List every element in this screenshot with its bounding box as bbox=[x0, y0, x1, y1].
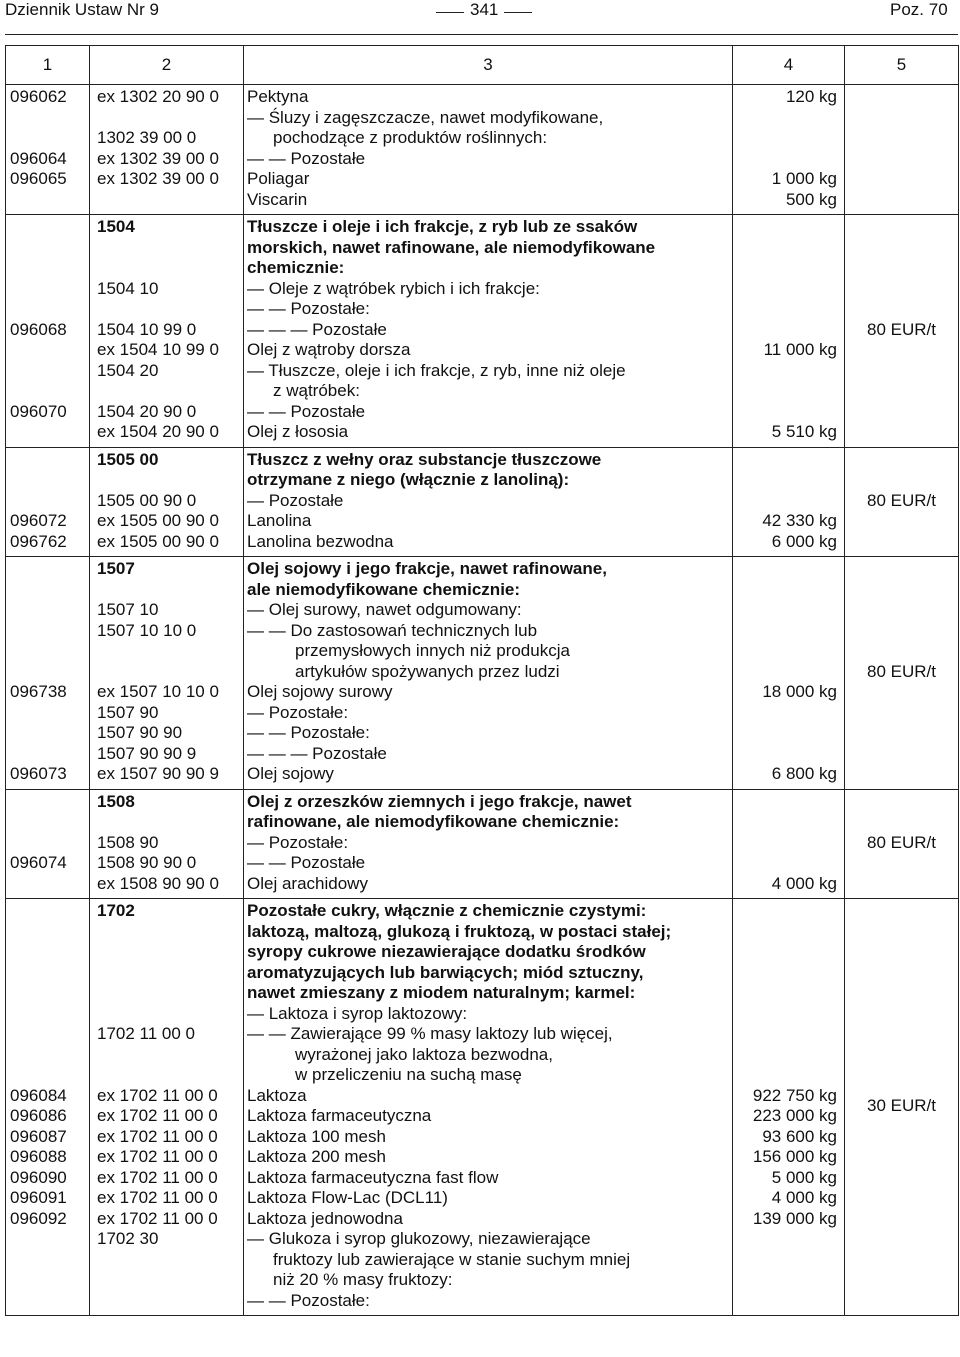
quantity-value bbox=[733, 792, 844, 813]
description-line: ale niemodyfikowane chemicznie: bbox=[247, 579, 521, 599]
code-value bbox=[90, 1065, 243, 1086]
description-line: Lanolina bbox=[247, 511, 312, 530]
index-value bbox=[6, 1045, 89, 1066]
header-dash-right bbox=[504, 12, 532, 13]
description-line: syropy cukrowe niezawierające dodatku środków bbox=[247, 942, 646, 961]
position-number: Poz. 70 bbox=[890, 0, 948, 19]
rate-cell bbox=[845, 215, 959, 448]
code-value: ex 1702 11 00 0 bbox=[97, 1208, 218, 1228]
quantity-value: 4 000 kg bbox=[771, 1188, 837, 1207]
table-row bbox=[6, 789, 959, 899]
quantity-value bbox=[733, 703, 844, 724]
description-line: niż 20 % masy fruktozy: bbox=[273, 1270, 453, 1289]
code-value bbox=[90, 580, 243, 601]
index-value bbox=[6, 723, 89, 744]
index-value: 096073 bbox=[10, 764, 67, 783]
quantity-value: 6 800 kg bbox=[771, 764, 837, 783]
quantity-value bbox=[733, 812, 844, 833]
description-line: nawet zmieszany z miodem naturalnym; karmel: bbox=[247, 983, 636, 1002]
description-line: Olej z orzeszków ziemnych i jego frakcje, nawet bbox=[247, 791, 632, 811]
code-value: 1504 20 bbox=[97, 360, 159, 380]
code-value: 1504 bbox=[97, 217, 135, 236]
quantity-value: 5 510 kg bbox=[771, 422, 837, 441]
code-value: 1508 90 bbox=[97, 832, 159, 852]
quantity-value bbox=[733, 833, 844, 854]
excise-table bbox=[5, 45, 959, 1316]
index-value bbox=[6, 983, 89, 1004]
quantity-value bbox=[733, 491, 844, 512]
description-cell bbox=[244, 789, 733, 899]
description-line: wyrażonej jako laktoza bezwodna, bbox=[295, 1044, 553, 1064]
index-value: 096064 bbox=[10, 148, 67, 168]
code-value: 1508 bbox=[97, 791, 135, 811]
quantity-value: 4 000 kg bbox=[771, 873, 837, 893]
index-value bbox=[6, 108, 89, 129]
cn-index-cell bbox=[6, 215, 90, 448]
code-value bbox=[90, 1004, 243, 1025]
index-value bbox=[6, 470, 89, 491]
rate-value: 80 EUR/t bbox=[867, 490, 936, 510]
cn-code-cell bbox=[90, 85, 244, 215]
column-number: 1 bbox=[6, 46, 90, 85]
code-value: 1507 90 90 9 bbox=[97, 743, 197, 763]
quantity-value bbox=[733, 470, 844, 491]
rate-cell bbox=[845, 557, 959, 790]
quantity-value bbox=[733, 128, 844, 149]
index-value bbox=[6, 1065, 89, 1086]
index-value bbox=[6, 1004, 89, 1025]
quantity-value bbox=[733, 320, 844, 341]
quantity-value: 139 000 kg bbox=[752, 1208, 837, 1228]
quantity-cell bbox=[733, 215, 845, 448]
quantity-value bbox=[733, 744, 844, 765]
code-value bbox=[90, 1045, 243, 1066]
quantity-value: 1 000 kg bbox=[771, 169, 837, 188]
index-value: 096070 bbox=[10, 401, 67, 421]
index-value bbox=[6, 963, 89, 984]
code-value: ex 1302 39 00 0 bbox=[97, 169, 219, 188]
index-value: 096088 bbox=[10, 1147, 67, 1166]
index-value bbox=[6, 744, 89, 765]
description-line: — Pozostałe: bbox=[247, 832, 349, 852]
cn-index-cell bbox=[6, 899, 90, 1316]
description-line: Pozostałe cukry, włącznie z chemicznie czystymi: bbox=[247, 901, 647, 920]
code-value: ex 1504 10 99 0 bbox=[97, 340, 219, 359]
quantity-cell bbox=[733, 85, 845, 215]
description-line: — — Zawierające 99 % masy laktozy lub więcej, bbox=[247, 1024, 613, 1043]
code-value: 1507 90 bbox=[97, 702, 159, 722]
quantity-value bbox=[733, 621, 844, 642]
quantity-value bbox=[733, 361, 844, 382]
quantity-value bbox=[733, 580, 844, 601]
description-line: Olej sojowy surowy bbox=[247, 682, 393, 701]
quantity-value bbox=[733, 450, 844, 471]
cn-code-cell bbox=[90, 557, 244, 790]
code-value bbox=[90, 258, 243, 279]
quantity-value bbox=[733, 299, 844, 320]
index-value bbox=[6, 942, 89, 963]
description-line: — Tłuszcze, oleje i ich frakcje, z ryb, inne niż oleje bbox=[247, 360, 626, 380]
description-line: Tłuszcze i oleje i ich frakcje, z ryb lub ze ssaków bbox=[247, 217, 638, 236]
journal-title: Dziennik Ustaw Nr 9 bbox=[5, 0, 159, 19]
description-cell bbox=[244, 215, 733, 448]
code-value bbox=[90, 983, 243, 1004]
quantity-cell bbox=[733, 789, 845, 899]
table-body bbox=[6, 85, 959, 1316]
index-value: 096072 bbox=[10, 511, 67, 530]
quantity-value bbox=[733, 963, 844, 984]
code-value: ex 1302 20 90 0 bbox=[97, 87, 219, 106]
quantity-value bbox=[733, 983, 844, 1004]
description-line: Lanolina bezwodna bbox=[247, 531, 394, 551]
quantity-value bbox=[733, 559, 844, 580]
running-header bbox=[0, 0, 960, 24]
quantity-value bbox=[733, 723, 844, 744]
code-value: ex 1702 11 00 0 bbox=[97, 1167, 218, 1187]
description-line: Laktoza jednowodna bbox=[247, 1208, 403, 1228]
code-value: 1702 30 bbox=[97, 1229, 159, 1248]
index-value bbox=[6, 922, 89, 943]
index-value bbox=[6, 491, 89, 512]
quantity-value bbox=[733, 600, 844, 621]
code-value: ex 1504 20 90 0 bbox=[97, 422, 219, 441]
column-number: 2 bbox=[90, 46, 244, 85]
index-value: 096092 bbox=[10, 1208, 67, 1228]
code-value bbox=[90, 238, 243, 259]
quantity-value bbox=[733, 402, 844, 423]
description-line: — — Pozostałe: bbox=[247, 723, 370, 742]
quantity-value bbox=[733, 279, 844, 300]
quantity-value bbox=[733, 853, 844, 874]
description-line: — Śluzy i zagęszczacze, nawet modyfikowane, bbox=[247, 107, 604, 127]
quantity-value bbox=[733, 1024, 844, 1045]
description-line: aromatyzujących lub barwiących; miód sztuczny, bbox=[247, 962, 644, 982]
code-value bbox=[90, 299, 243, 320]
quantity-value: 11 000 kg bbox=[763, 340, 837, 359]
cn-index-cell bbox=[6, 85, 90, 215]
description-line: artykułów spożywanych przez ludzi bbox=[295, 661, 560, 681]
code-value: 1505 00 bbox=[97, 449, 159, 469]
index-value bbox=[6, 580, 89, 601]
quantity-value bbox=[733, 217, 844, 238]
index-value bbox=[6, 833, 89, 854]
description-line: Viscarin bbox=[247, 189, 308, 209]
index-value bbox=[6, 559, 89, 580]
description-cell bbox=[244, 85, 733, 215]
code-value bbox=[90, 963, 243, 984]
page-number: 341 bbox=[470, 0, 499, 19]
description-line: Olej arachidowy bbox=[247, 873, 368, 893]
index-value: 096762 bbox=[10, 531, 67, 551]
quantity-cell bbox=[733, 557, 845, 790]
quantity-value: 18 000 kg bbox=[762, 682, 837, 701]
quantity-value: 922 750 kg bbox=[752, 1085, 837, 1105]
code-value bbox=[90, 108, 243, 129]
rate-value: 80 EUR/t bbox=[867, 661, 936, 681]
index-value bbox=[6, 662, 89, 683]
description-line: Poliagar bbox=[247, 169, 310, 188]
description-line: Laktoza farmaceutyczna bbox=[247, 1106, 432, 1125]
code-value bbox=[90, 922, 243, 943]
description-line: w przeliczeniu na suchą masę bbox=[295, 1065, 522, 1084]
index-value: 096074 bbox=[10, 853, 67, 872]
description-line: Olej z łososia bbox=[247, 422, 349, 441]
cn-code-cell bbox=[90, 899, 244, 1316]
cn-index-cell bbox=[6, 789, 90, 899]
quantity-value: 93 600 kg bbox=[762, 1126, 837, 1146]
description-line: przemysłowych innych niż produkcja bbox=[295, 641, 570, 660]
description-line: morskich, nawet rafinowane, ale niemodyfikowane bbox=[247, 237, 656, 257]
index-value bbox=[6, 600, 89, 621]
description-line: Laktoza bbox=[247, 1085, 307, 1105]
cn-code-cell bbox=[90, 447, 244, 557]
code-value: ex 1702 11 00 0 bbox=[97, 1106, 218, 1125]
description-line: Tłuszcz z wełny oraz substancje tłuszczowe bbox=[247, 449, 602, 469]
rate-cell bbox=[845, 85, 959, 215]
quantity-cell bbox=[733, 899, 845, 1316]
code-value: ex 1505 00 90 0 bbox=[97, 511, 219, 530]
index-value bbox=[6, 258, 89, 279]
description-line: rafinowane, ale niemodyfikowane chemicznie: bbox=[247, 812, 620, 831]
quantity-value: 6 000 kg bbox=[771, 531, 837, 551]
quantity-value bbox=[733, 1045, 844, 1066]
header-rule bbox=[5, 34, 958, 35]
index-value bbox=[6, 128, 89, 149]
description-line: z wątróbek: bbox=[273, 381, 360, 400]
description-line: — — Pozostałe: bbox=[247, 299, 370, 318]
description-line: — Olej surowy, nawet odgumowany: bbox=[247, 600, 522, 619]
index-value: 096086 bbox=[10, 1106, 67, 1125]
code-value bbox=[90, 381, 243, 402]
description-line: otrzymane z niego (włącznie z lanoliną): bbox=[247, 470, 570, 489]
quantity-value bbox=[733, 108, 844, 129]
index-value bbox=[6, 361, 89, 382]
index-value bbox=[6, 279, 89, 300]
code-value: ex 1702 11 00 0 bbox=[97, 1085, 218, 1105]
quantity-value: 120 kg bbox=[785, 87, 837, 106]
rate-value: 80 EUR/t bbox=[867, 832, 936, 852]
table-row bbox=[6, 557, 959, 790]
quantity-value bbox=[733, 942, 844, 963]
index-value: 096065 bbox=[10, 169, 67, 188]
index-value bbox=[6, 238, 89, 259]
quantity-value bbox=[733, 381, 844, 402]
description-line: Laktoza Flow-Lac (DCL11) bbox=[247, 1188, 448, 1207]
description-line: Laktoza 200 mesh bbox=[247, 1147, 386, 1166]
code-value: 1507 10 10 0 bbox=[97, 620, 197, 640]
description-line: — Laktoza i syrop laktozowy: bbox=[247, 1003, 468, 1023]
index-value bbox=[6, 621, 89, 642]
quantity-value bbox=[733, 901, 844, 922]
quantity-value bbox=[733, 641, 844, 662]
description-line: — — Pozostałe bbox=[247, 401, 366, 421]
code-value: 1507 bbox=[97, 559, 135, 578]
cn-index-cell bbox=[6, 557, 90, 790]
code-value: 1508 90 90 0 bbox=[97, 853, 197, 872]
index-value: 096084 bbox=[10, 1085, 67, 1105]
code-value: 1702 bbox=[97, 901, 135, 920]
description-line: laktozą, maltozą, glukozą i fruktozą, w postaci stałej; bbox=[247, 921, 672, 941]
code-value: 1504 10 99 0 bbox=[97, 319, 197, 339]
index-value bbox=[6, 450, 89, 471]
quantity-value: 500 kg bbox=[785, 189, 837, 209]
description-line: Laktoza 100 mesh bbox=[247, 1126, 386, 1146]
index-value: 096087 bbox=[10, 1126, 67, 1146]
table-row bbox=[6, 215, 959, 448]
code-value bbox=[90, 662, 243, 683]
table-row bbox=[6, 447, 959, 557]
description-line: — — — Pozostałe bbox=[247, 743, 387, 763]
rate-value: 30 EUR/t bbox=[867, 1096, 936, 1115]
code-value: 1504 20 90 0 bbox=[97, 401, 197, 421]
index-value bbox=[6, 812, 89, 833]
description-line: — Glukoza i syrop glukozowy, niezawierające bbox=[247, 1229, 591, 1248]
description-line: chemicznie: bbox=[247, 258, 345, 277]
index-value bbox=[6, 299, 89, 320]
description-line: — Pozostałe: bbox=[247, 702, 349, 722]
description-line: Olej sojowy bbox=[247, 764, 334, 783]
code-value: ex 1702 11 00 0 bbox=[97, 1188, 218, 1207]
code-value: 1507 10 bbox=[97, 600, 159, 619]
description-line: pochodzące z produktów roślinnych: bbox=[273, 128, 548, 147]
index-value bbox=[6, 340, 89, 361]
index-value bbox=[6, 901, 89, 922]
code-value: ex 1302 39 00 0 bbox=[97, 148, 219, 168]
code-value: ex 1508 90 90 0 bbox=[97, 873, 219, 893]
code-value bbox=[90, 812, 243, 833]
quantity-cell bbox=[733, 447, 845, 557]
description-line: Laktoza farmaceutyczna fast flow bbox=[247, 1167, 499, 1187]
table-row bbox=[6, 899, 959, 1316]
index-value bbox=[6, 641, 89, 662]
quantity-value: 223 000 kg bbox=[752, 1106, 837, 1125]
quantity-value bbox=[733, 922, 844, 943]
cn-code-cell bbox=[90, 215, 244, 448]
index-value: 096090 bbox=[10, 1167, 67, 1187]
code-value: ex 1507 10 10 0 bbox=[97, 682, 219, 701]
code-value: ex 1507 90 90 9 bbox=[97, 764, 219, 783]
quantity-value bbox=[733, 662, 844, 683]
quantity-value: 156 000 kg bbox=[752, 1147, 837, 1166]
quantity-value bbox=[733, 258, 844, 279]
description-cell bbox=[244, 557, 733, 790]
rate-cell bbox=[845, 789, 959, 899]
code-value: 1504 10 bbox=[97, 278, 159, 298]
description-line: Olej sojowy i jego frakcje, nawet rafinowane, bbox=[247, 559, 607, 578]
index-value bbox=[6, 703, 89, 724]
description-cell bbox=[244, 447, 733, 557]
description-line: Olej z wątroby dorsza bbox=[247, 340, 411, 359]
code-value bbox=[90, 942, 243, 963]
column-number-row bbox=[6, 46, 959, 85]
code-value: 1302 39 00 0 bbox=[97, 128, 197, 147]
cn-index-cell bbox=[6, 447, 90, 557]
quantity-value bbox=[733, 1065, 844, 1086]
code-value: ex 1702 11 00 0 bbox=[97, 1147, 218, 1166]
header-dash-left bbox=[436, 12, 464, 13]
code-value: 1702 11 00 0 bbox=[97, 1024, 195, 1043]
rate-cell bbox=[845, 447, 959, 557]
description-line: — Pozostałe bbox=[247, 490, 344, 510]
index-value: 096062 bbox=[10, 87, 67, 106]
column-number: 5 bbox=[845, 46, 959, 85]
table-row bbox=[6, 85, 959, 215]
index-value bbox=[6, 1024, 89, 1045]
rate-value: 80 EUR/t bbox=[867, 319, 936, 339]
quantity-value bbox=[733, 238, 844, 259]
description-line: — — Pozostałe bbox=[247, 148, 366, 168]
quantity-value: 5 000 kg bbox=[771, 1167, 837, 1187]
description-cell bbox=[244, 899, 733, 1316]
description-line: — — Pozostałe bbox=[247, 853, 366, 872]
quantity-value: 42 330 kg bbox=[762, 511, 837, 530]
description-line: — — Pozostałe: bbox=[247, 1290, 370, 1310]
index-value: 096738 bbox=[10, 682, 67, 701]
quantity-value bbox=[733, 149, 844, 170]
column-number: 4 bbox=[733, 46, 845, 85]
rate-cell bbox=[845, 899, 959, 1316]
column-number: 3 bbox=[244, 46, 733, 85]
index-value bbox=[6, 381, 89, 402]
description-line: fruktozy lub zawierające w stanie suchym mniej bbox=[273, 1249, 631, 1269]
index-value: 096091 bbox=[10, 1188, 67, 1207]
description-line: — — Do zastosowań technicznych lub bbox=[247, 620, 538, 640]
quantity-value bbox=[733, 1004, 844, 1025]
code-value: ex 1702 11 00 0 bbox=[97, 1126, 218, 1146]
code-value: 1505 00 90 0 bbox=[97, 490, 197, 510]
code-value bbox=[90, 641, 243, 662]
index-value bbox=[6, 217, 89, 238]
description-line: Pektyna bbox=[247, 87, 309, 106]
code-value: 1507 90 90 bbox=[97, 723, 183, 742]
index-value: 096068 bbox=[10, 319, 67, 339]
description-line: — Oleje z wątróbek rybich i ich frakcje: bbox=[247, 278, 540, 298]
code-value bbox=[90, 470, 243, 491]
index-value bbox=[6, 792, 89, 813]
description-line: — — — Pozostałe bbox=[247, 319, 387, 339]
cn-code-cell bbox=[90, 789, 244, 899]
code-value: ex 1505 00 90 0 bbox=[97, 531, 219, 551]
